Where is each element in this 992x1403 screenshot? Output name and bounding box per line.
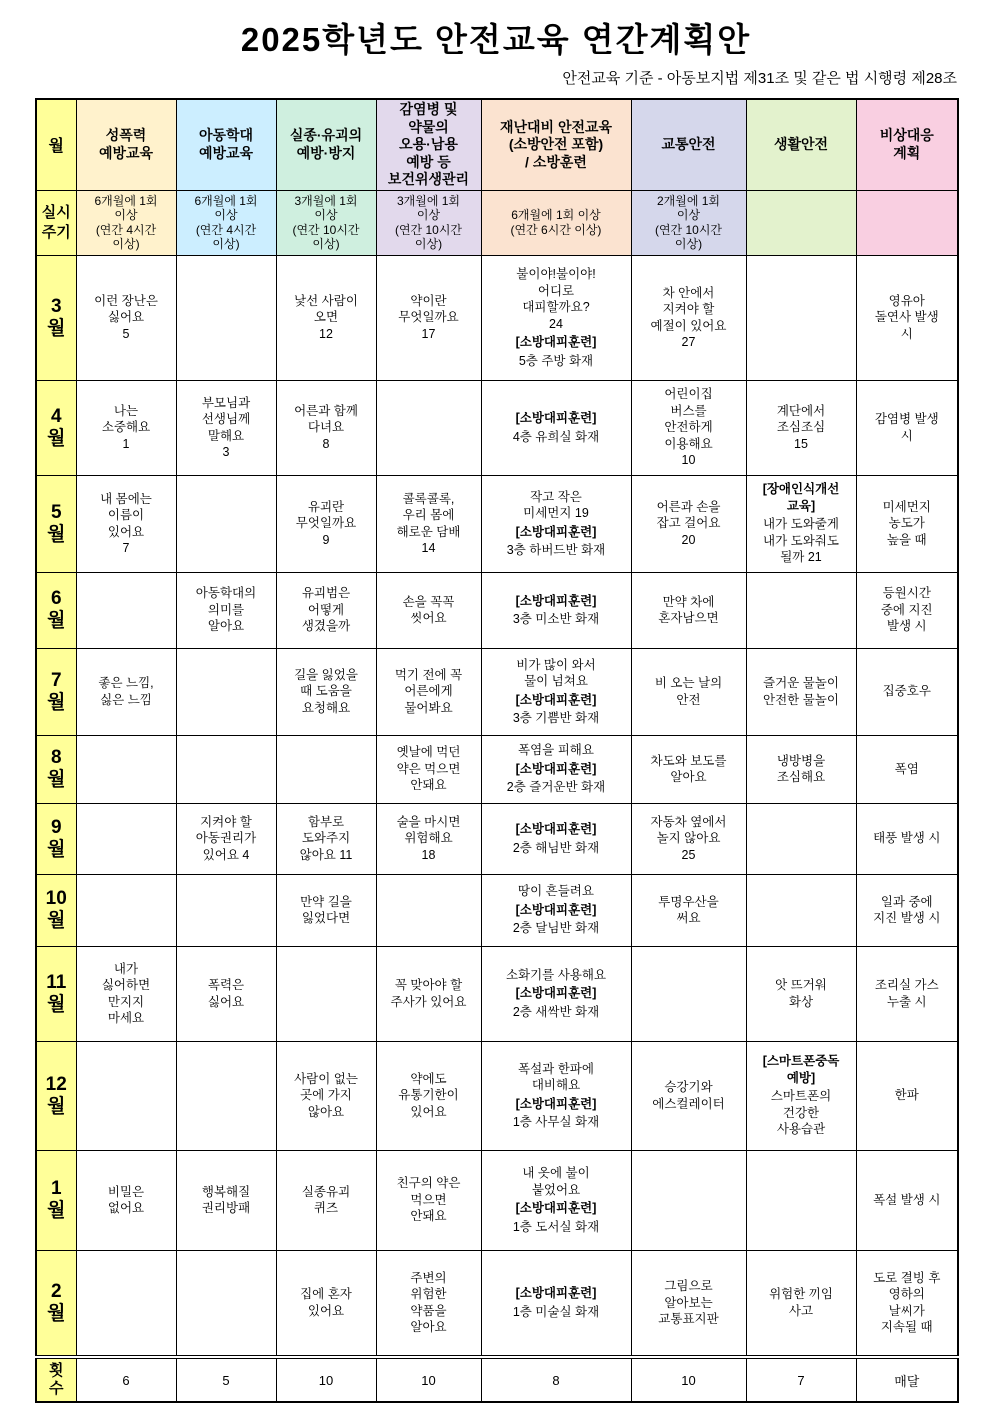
cycle-row-header: 실시 주기	[36, 190, 76, 255]
header-row	[36, 99, 958, 190]
cell-text: 비 오는 날의 안전	[654, 676, 723, 707]
cell-text: 2층 즐거운반 화재	[506, 780, 606, 795]
plan-cell	[76, 475, 176, 572]
month-label: 4 월	[36, 380, 76, 475]
cell-text: 3층 기쁨반 화재	[512, 711, 600, 725]
cell-text: 유괴범은 어떻게 생겼을까	[301, 586, 351, 634]
cell-text: 내가 도와줄게 내가 도와줘도 될까 21	[763, 517, 839, 565]
plan-cell	[856, 1250, 958, 1357]
cell-text: 자동차 옆에서 놀지 않아요 25	[650, 814, 727, 862]
plan-cell	[856, 803, 958, 874]
cell-text: 길을 잃었을 때 도움을 요청해요	[294, 667, 358, 715]
plan-cell	[376, 1250, 481, 1357]
cell-text: 행복해질 권리방패	[201, 1184, 251, 1215]
plan-cell	[856, 475, 958, 572]
plan-cell	[76, 874, 176, 946]
cell-text: 어린이집 버스를 안전하게 이용해요 10	[664, 387, 713, 468]
plan-cell	[481, 572, 631, 648]
cell-text: 위험한 끼임 사고	[769, 1287, 833, 1318]
cell-text: 약이란 무엇일까요 17	[398, 293, 459, 341]
plan-cell	[376, 1150, 481, 1250]
plan-cell	[276, 1150, 376, 1250]
column-header-1: 성폭력 예방교육	[76, 99, 176, 190]
cell-bold-tag: [소방대피훈련]	[515, 1201, 597, 1215]
plan-cell	[481, 1150, 631, 1250]
plan-cell	[276, 380, 376, 475]
count-cell-3: 10	[276, 1357, 376, 1402]
cell-text: 불이야!불이야! 어디로 대피할까요? 24	[516, 267, 596, 331]
cell-text: 4층 유희실 화재	[512, 429, 600, 444]
cell-text: 부모님과 선생님께 말해요 3	[201, 395, 251, 459]
plan-cell	[631, 255, 746, 380]
cell-bold-tag: [소방대피훈련]	[515, 411, 597, 425]
month-label: 7 월	[36, 648, 76, 735]
column-header-4: 감염병 및 약물의 오용·남용 예방 등 보건위생관리	[376, 99, 481, 190]
plan-cell	[746, 255, 856, 380]
cell-text: 집에 혼자 있어요	[300, 1287, 352, 1318]
plan-cell	[376, 803, 481, 874]
cell-text: 좋은 느낌, 싫은 느낌	[98, 676, 154, 707]
cell-text: 폭력은 싫어요	[207, 978, 245, 1009]
cell-text: 옛날에 먹던 약은 먹으면 안돼요	[396, 745, 461, 793]
plan-cell	[631, 946, 746, 1041]
cycle-cell-3: 3개월에 1회 이상 (연간 10시간 이상)	[276, 190, 376, 255]
cell-text: 만약 차에 혼자남으면	[658, 594, 719, 625]
count-row-header: 횟 수	[36, 1357, 76, 1402]
cell-text: 영유아 돌연사 발생 시	[874, 293, 939, 341]
cell-text: 감염병 발생 시	[874, 412, 939, 443]
count-row	[36, 1357, 958, 1402]
cell-text: 어른과 함께 다녀요 8	[294, 403, 358, 451]
cell-text: 내 몸에는 이름이 있어요 7	[100, 491, 152, 555]
cell-text: 약에도 유통기한이 있어요	[398, 1071, 459, 1119]
cell-text: 실종유괴 퀴즈	[301, 1184, 351, 1215]
month-label: 10 월	[36, 874, 76, 946]
cell-bold-tag: [소방대피훈련]	[515, 1096, 597, 1111]
cell-text: 폭염	[894, 761, 919, 776]
plan-cell	[76, 1150, 176, 1250]
cell-text: 먹기 전에 꼭 어른에게 물어봐요	[394, 667, 463, 715]
cell-text: 태풍 발생 시	[873, 831, 941, 846]
cell-text: 그림으로 알아보는 교통표지판	[658, 1279, 719, 1326]
column-header-2: 아동학대 예방교육	[176, 99, 276, 190]
cell-text: 지켜야 할 아동권리가 있어요 4	[195, 814, 257, 862]
month-label: 5 월	[36, 475, 76, 572]
plan-cell	[746, 475, 856, 572]
plan-cell	[76, 648, 176, 735]
cell-text: 도로 결빙 후 영하의 날씨가 지속될 때	[873, 1270, 941, 1335]
cell-text: 집중호우	[882, 684, 931, 699]
month-row	[36, 946, 958, 1041]
month-row	[36, 475, 958, 572]
plan-cell	[856, 255, 958, 380]
plan-cell	[856, 874, 958, 946]
cell-text: 한파	[894, 1088, 919, 1103]
plan-cell	[376, 380, 481, 475]
plan-cell	[481, 1250, 631, 1357]
plan-cell	[376, 572, 481, 648]
cycle-cell-8	[856, 190, 958, 255]
plan-cell	[276, 1250, 376, 1357]
column-header-7: 생활안전	[746, 99, 856, 190]
month-label: 11 월	[36, 946, 76, 1041]
cell-text: 주변의 위험한 약품을 알아요	[410, 1270, 447, 1335]
plan-cell	[276, 572, 376, 648]
plan-cell	[631, 572, 746, 648]
plan-cell	[76, 735, 176, 803]
cell-text: 폭설 발생 시	[873, 1192, 941, 1207]
plan-cell	[376, 1041, 481, 1150]
cell-text: 계단에서 조심조심 15	[776, 403, 826, 451]
plan-cell	[176, 475, 276, 572]
cell-bold-tag: [소방대피훈련]	[515, 593, 597, 608]
cell-text: 1층 사무실 화재	[512, 1115, 600, 1129]
cell-text: 즐거운 물놀이 안전한 물놀이	[763, 676, 839, 707]
plan-cell	[856, 1150, 958, 1250]
plan-cell	[176, 946, 276, 1041]
cycle-cell-5: 6개월에 1회 이상 (연간 6시간 이상)	[481, 190, 631, 255]
cycle-cell-4: 3개월에 1회 이상 (연간 10시간 이상)	[376, 190, 481, 255]
plan-cell	[481, 946, 631, 1041]
cell-text: 앗 뜨거워 화상	[775, 978, 827, 1009]
cell-text: 일과 중에 지진 발생 시	[873, 894, 941, 925]
cell-text: 폭설과 한파에 대비해요	[518, 1061, 594, 1092]
cell-text: 함부로 도와주지 않아요 11	[299, 814, 353, 862]
cell-text: 2층 새싹반 화재	[512, 1004, 600, 1019]
plan-cell	[376, 648, 481, 735]
cell-bold-tag: [소방대피훈련]	[515, 902, 597, 917]
plan-cell	[746, 1041, 856, 1150]
count-cell-1: 6	[76, 1357, 176, 1402]
cell-bold-tag: [스마트폰중독 예방]	[762, 1054, 840, 1085]
cell-text: 비밀은 없어요	[107, 1184, 145, 1215]
month-corner-header: 월	[36, 99, 76, 190]
plan-cell	[76, 1041, 176, 1150]
column-header-6: 교통안전	[631, 99, 746, 190]
legal-reference-subtitle: 안전교육 기준 - 아동보지법 제31조 및 같은 법 시행령 제28조	[562, 70, 957, 87]
cycle-cell-7	[746, 190, 856, 255]
column-header-3: 실종·유괴의 예방·방지	[276, 99, 376, 190]
plan-cell	[176, 803, 276, 874]
cell-text: 1층 미술실 화재	[512, 1304, 600, 1319]
cell-text: 1층 도서실 화재	[512, 1219, 600, 1234]
plan-cell	[276, 874, 376, 946]
cell-bold-tag: [소방대피훈련]	[515, 1286, 597, 1301]
cell-bold-tag: [소방대피훈련]	[515, 822, 597, 836]
plan-cell	[276, 475, 376, 572]
cell-bold-tag: [소방대피훈련]	[515, 761, 597, 776]
plan-cell	[856, 735, 958, 803]
count-cell-8: 매달	[856, 1357, 958, 1402]
cell-text: 소화기를 사용해요	[505, 967, 607, 982]
plan-cell	[376, 475, 481, 572]
plan-cell	[76, 946, 176, 1041]
plan-cell	[76, 803, 176, 874]
plan-cell	[856, 572, 958, 648]
cell-text: 차도와 보도를 알아요	[650, 753, 727, 784]
plan-cell	[481, 648, 631, 735]
cell-text: 2층 달님반 화재	[512, 921, 600, 936]
cell-text: 조리실 가스 누출 시	[874, 978, 939, 1009]
plan-cell	[481, 1041, 631, 1150]
plan-cell	[176, 380, 276, 475]
plan-cell	[631, 380, 746, 475]
month-label: 1 월	[36, 1150, 76, 1250]
plan-cell	[276, 946, 376, 1041]
plan-cell	[481, 380, 631, 475]
plan-cell	[746, 380, 856, 475]
plan-cell	[276, 803, 376, 874]
plan-cell	[746, 735, 856, 803]
cell-text: 유괴란 무엇일까요 9	[295, 499, 357, 547]
cell-text: 콜록콜록, 우리 몸에 해로운 담배 14	[396, 491, 461, 555]
plan-cell	[746, 946, 856, 1041]
cell-text: 이런 장난은 싫어요 5	[94, 293, 158, 341]
month-label: 9 월	[36, 803, 76, 874]
month-row	[36, 572, 958, 648]
plan-cell	[376, 946, 481, 1041]
plan-cell	[76, 572, 176, 648]
plan-cell	[631, 803, 746, 874]
month-row	[36, 255, 958, 380]
count-cell-4: 10	[376, 1357, 481, 1402]
cell-bold-tag: [소방대피훈련]	[515, 692, 597, 707]
plan-cell	[631, 1041, 746, 1150]
plan-cell	[376, 735, 481, 803]
count-cell-2: 5	[176, 1357, 276, 1402]
count-cell-7: 7	[746, 1357, 856, 1402]
plan-cell	[856, 946, 958, 1041]
cell-bold-tag: [소방대피훈련]	[515, 335, 597, 349]
plan-cell	[276, 1041, 376, 1150]
column-header-5: 재난대비 안전교육 (소방안전 포함) / 소방훈련	[481, 99, 631, 190]
month-row	[36, 874, 958, 946]
cell-bold-tag: [장애인식개선 교육]	[762, 482, 840, 513]
month-row	[36, 803, 958, 874]
plan-cell	[376, 874, 481, 946]
plan-cell	[276, 735, 376, 803]
plan-cell	[276, 255, 376, 380]
plan-cell	[76, 380, 176, 475]
plan-cell	[176, 1041, 276, 1150]
plan-cell	[276, 648, 376, 735]
plan-cell	[76, 255, 176, 380]
plan-cell	[631, 1250, 746, 1357]
plan-cell	[176, 648, 276, 735]
plan-cell	[176, 1150, 276, 1250]
column-header-8: 비상대응 계획	[856, 99, 958, 190]
plan-cell	[746, 803, 856, 874]
month-row	[36, 648, 958, 735]
cell-text: 내 옷에 불이 붙었어요	[522, 1166, 590, 1197]
plan-cell	[631, 648, 746, 735]
cell-text: 미세먼지 농도가 높을 때	[882, 499, 931, 547]
cell-text: 나는 소중해요 1	[101, 403, 151, 451]
plan-cell	[746, 572, 856, 648]
plan-cell	[176, 572, 276, 648]
plan-cell	[176, 735, 276, 803]
plan-cell	[376, 255, 481, 380]
cell-bold-tag: [소방대피훈련]	[515, 524, 597, 539]
cell-text: 폭염을 피해요	[518, 743, 594, 758]
cell-text: 작고 작은 미세먼지 19	[523, 489, 589, 520]
cell-text: 등원시간 중에 지진 발생 시	[880, 586, 933, 634]
cell-text: 아동학대의 의미를 알아요	[195, 586, 257, 634]
cell-text: 스마트폰의 건강한 사용습관	[770, 1089, 832, 1137]
month-label: 8 월	[36, 735, 76, 803]
cell-text: 술을 마시면 위험해요 18	[396, 814, 461, 862]
cell-text: 낯선 사람이 오면 12	[294, 293, 358, 341]
month-row	[36, 380, 958, 475]
annual-safety-education-plan-table	[35, 98, 959, 1403]
cell-bold-tag: [소방대피훈련]	[515, 986, 597, 1001]
plan-cell	[481, 735, 631, 803]
cell-text: 투명우산을 써요	[658, 894, 719, 925]
cell-text: 냉방병을 조심해요	[776, 753, 826, 784]
cycle-cell-1: 6개월에 1회 이상 (연간 4시간 이상)	[76, 190, 176, 255]
cell-text: 만약 길을 잃었다면	[300, 894, 352, 925]
plan-cell	[746, 648, 856, 735]
plan-cell	[631, 735, 746, 803]
count-cell-5: 8	[481, 1357, 631, 1402]
cell-text: 손을 꼭꼭 씻어요	[402, 594, 455, 625]
plan-cell	[856, 380, 958, 475]
cell-text: 땅이 흔들려요	[518, 884, 594, 899]
plan-cell	[631, 1150, 746, 1250]
month-label: 2 월	[36, 1250, 76, 1357]
cell-text: 사람이 없는 곳에 가지 않아요	[294, 1071, 358, 1119]
plan-cell	[856, 648, 958, 735]
cell-text: 2층 해님반 화재	[512, 840, 600, 855]
page-title: 2025학년도 안전교육 연간계획안	[240, 21, 752, 58]
plan-cell	[481, 803, 631, 874]
month-label: 3 월	[36, 255, 76, 380]
month-row	[36, 735, 958, 803]
cell-text: 비가 많이 와서 물이 넘쳐요	[516, 657, 596, 688]
cell-text: 어른과 손을 잡고 걸어요 20	[656, 499, 721, 547]
cell-text: 차 안에서 지켜야 할 예절이 있어요 27	[650, 285, 727, 349]
plan-cell	[481, 255, 631, 380]
month-row	[36, 1041, 958, 1150]
month-label: 12 월	[36, 1041, 76, 1150]
cell-text: 친구의 약은 먹으면 안돼요	[396, 1176, 461, 1224]
cell-text: 내가 싫어하면 만지지 마세요	[101, 961, 151, 1025]
plan-cell	[631, 874, 746, 946]
cycle-cell-6: 2개월에 1회 이상 (연간 10시간 이상)	[631, 190, 746, 255]
month-row	[36, 1150, 958, 1250]
plan-cell	[176, 874, 276, 946]
plan-cell	[746, 1250, 856, 1357]
cycle-cell-2: 6개월에 1회 이상 (연간 4시간 이상)	[176, 190, 276, 255]
cell-text: 꼭 맞아야 할 주사가 있어요	[390, 978, 467, 1009]
plan-cell	[176, 255, 276, 380]
month-row	[36, 1250, 958, 1357]
plan-cell	[746, 1150, 856, 1250]
plan-cell	[481, 475, 631, 572]
month-label: 6 월	[36, 572, 76, 648]
cell-text: 3층 미소반 화재	[512, 612, 600, 626]
cell-text: 승강기와 에스컬레이터	[652, 1080, 725, 1111]
cell-text: 5층 주방 화재	[518, 353, 594, 368]
plan-cell	[176, 1250, 276, 1357]
plan-cell	[76, 1250, 176, 1357]
plan-cell	[856, 1041, 958, 1150]
cell-text: 3층 하버드반 화재	[506, 543, 606, 557]
plan-cell	[746, 874, 856, 946]
plan-cell	[481, 874, 631, 946]
count-cell-6: 10	[631, 1357, 746, 1402]
plan-cell	[631, 475, 746, 572]
cycle-row	[36, 190, 958, 255]
